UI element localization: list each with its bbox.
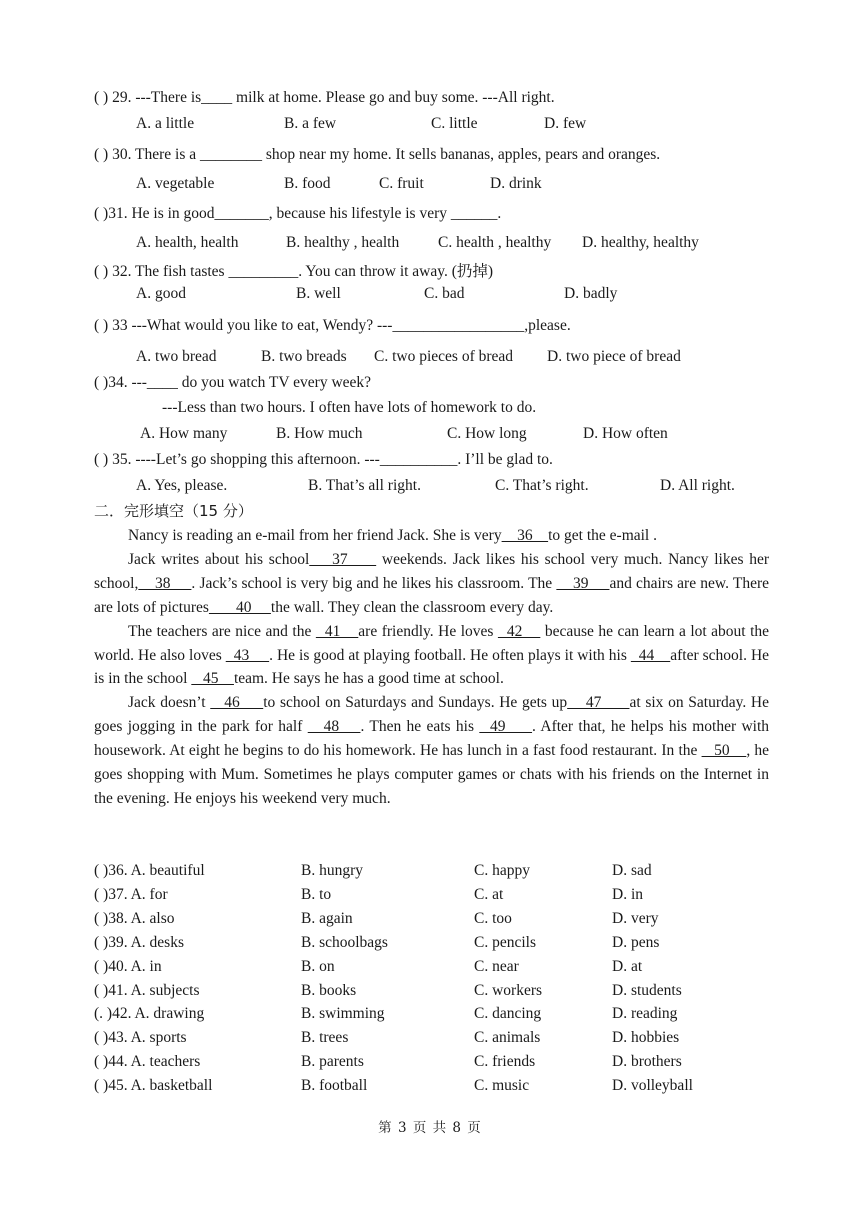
passage-text: . He is good at playing football. He often plays it with his <box>269 646 631 664</box>
answer-option: A. a little <box>136 115 195 132</box>
cloze-question: ( )44. A. teachers <box>94 1053 201 1071</box>
cloze-question: ( )39. A. desks <box>94 933 184 951</box>
cloze-question: ( )40. A. in <box>94 957 162 975</box>
blank-number: 42 <box>497 622 541 640</box>
answer-option: A. two bread <box>136 348 217 365</box>
passage-text: Jack writes about his school <box>128 550 310 568</box>
cloze-option: D. volleyball <box>612 1077 693 1095</box>
answer-option: C. How long <box>447 425 527 442</box>
answer-option: C. fruit <box>379 175 424 192</box>
answer-option: A. good <box>136 285 186 302</box>
cloze-option: D. sad <box>612 862 652 879</box>
blank-number: 46 <box>210 694 264 712</box>
blank-number: 49 <box>479 718 533 736</box>
cloze-option: B. hungry <box>301 862 363 879</box>
cloze-option: B. football <box>301 1077 368 1095</box>
cloze-option: C. at <box>474 885 504 903</box>
passage-text: team. He says he has a good time at school. <box>233 670 504 688</box>
blank-number: 40 <box>208 598 271 616</box>
passage-text: to school on Saturdays and Sundays. He gets up <box>263 694 568 712</box>
answer-option: C. little <box>431 115 478 132</box>
question-stem: ( ) 29. ---There is____ milk at home. Please go and buy some. ---All right. <box>94 89 555 106</box>
cloze-option: D. brothers <box>612 1053 682 1071</box>
answer-option: D. How often <box>583 425 668 442</box>
answer-option: C. bad <box>424 285 465 302</box>
cloze-option: B. on <box>301 957 335 975</box>
cloze-question: ( )45. A. basketball <box>94 1077 213 1095</box>
answer-option: D. few <box>544 115 587 132</box>
answer-option: B. How much <box>276 425 363 442</box>
passage-text: . Then he eats his <box>360 718 480 736</box>
cloze-option: B. to <box>301 885 332 903</box>
answer-option: D. two piece of bread <box>547 348 681 365</box>
passage-paragraph <box>94 691 769 811</box>
answer-option: B. healthy , health <box>286 234 400 251</box>
cloze-option: C. music <box>474 1077 530 1095</box>
cloze-question: (. )42. A. drawing <box>94 1005 205 1023</box>
passage-paragraph <box>94 524 769 548</box>
passage-text: at six on Saturday. He goes jogging in the park for half <box>94 694 770 736</box>
passage-text: are friendly. He loves <box>358 622 498 640</box>
cloze-option: B. swimming <box>301 1005 385 1023</box>
blank-number: 37 <box>309 550 377 568</box>
passage-text: . Jack’s school is very big and he likes his classroom. The <box>191 574 557 592</box>
cloze-option: C. dancing <box>474 1005 542 1023</box>
cloze-question: ( )36. A. beautiful <box>94 862 205 879</box>
page-footer: 第 3 页 共 8 页 <box>378 1120 482 1136</box>
cloze-option: D. hobbies <box>612 1029 680 1047</box>
passage-text: The teachers are nice and the <box>128 622 316 640</box>
cloze-option: C. animals <box>474 1029 541 1047</box>
cloze-option: C. near <box>474 957 519 975</box>
blank-number: 45 <box>191 670 234 688</box>
answer-option: A. vegetable <box>136 175 215 192</box>
answer-option: B. That’s all right. <box>308 477 421 494</box>
answer-option: B. two breads <box>261 348 347 365</box>
cloze-passage <box>94 524 769 811</box>
answer-option: D. healthy, healthy <box>582 234 699 251</box>
cloze-option: D. in <box>612 885 643 903</box>
blank-number: 43 <box>225 646 270 664</box>
answer-option: A. Yes, please. <box>136 477 228 494</box>
answer-option: D. badly <box>564 285 618 302</box>
cloze-option: B. schoolbags <box>301 933 388 951</box>
cloze-question: ( )43. A. sports <box>94 1029 187 1047</box>
answer-option: B. a few <box>284 115 337 132</box>
passage-text: Nancy is reading an e-mail from her friend Jack. She is very <box>128 527 502 544</box>
passage-text: and chairs are new. There are lots of pictures <box>94 574 769 616</box>
blank-number: 41 <box>315 622 359 640</box>
cloze-option: C. workers <box>474 981 543 999</box>
blank-number: 36 <box>501 527 549 544</box>
answer-option: A. health, health <box>136 234 239 251</box>
passage-text: . After that, he helps his mother with housework. At eight he begins to do his homework. He has lunch in a fast food restaurant. In the <box>94 718 770 760</box>
blank-number: 50 <box>701 742 747 760</box>
cloze-question: ( )37. A. for <box>94 885 168 903</box>
answer-option: D. drink <box>490 175 542 192</box>
blank-number: 44 <box>630 646 671 664</box>
passage-text: to get the e-mail . <box>548 527 657 544</box>
answer-option: D. All right. <box>660 477 735 494</box>
cloze-option: C. too <box>474 909 512 927</box>
cloze-option: D. pens <box>612 933 660 951</box>
cloze-option: D. reading <box>612 1005 678 1023</box>
passage-text: after school. He is in the school <box>94 646 770 688</box>
passage-text: , he goes shopping with Mum. Sometimes he plays computer games or chats with his friends on the Internet in the evening. He enjoys his weekend very much. <box>94 742 769 807</box>
cloze-option: D. students <box>612 981 682 999</box>
passage-text: because he can learn a lot about the world. He also loves <box>94 622 770 664</box>
cloze-option: B. parents <box>301 1053 364 1071</box>
passage-text: Jack doesn’t <box>128 694 211 712</box>
answer-option: B. food <box>284 175 331 192</box>
passage-paragraph <box>94 548 769 620</box>
cloze-question: ( )38. A. also <box>94 909 175 927</box>
answer-option: C. That’s right. <box>495 477 589 494</box>
cloze-option: B. books <box>301 981 357 999</box>
answer-option: B. well <box>296 285 341 302</box>
section-title: 二．完形填空（15 分） <box>94 502 253 520</box>
question-stem: ( ) 30. There is a ________ shop near my home. It sells bananas, apples, pears and oranges. <box>94 146 661 163</box>
blank-number: 38 <box>138 574 192 592</box>
cloze-option: B. again <box>301 909 353 927</box>
blank-number: 47 <box>567 694 630 712</box>
cloze-option: C. friends <box>474 1053 536 1071</box>
blank-number: 48 <box>307 718 361 736</box>
cloze-option: C. happy <box>474 862 530 879</box>
question-reply: ---Less than two hours. I often have lots of homework to do. <box>162 399 537 416</box>
cloze-option: D. at <box>612 957 643 975</box>
passage-text: the wall. They clean the classroom every day. <box>270 598 554 616</box>
question-stem: ( ) 35. ----Let’s go shopping this afternoon. ---__________. I’ll be glad to. <box>94 451 553 468</box>
answer-option: C. two pieces of bread <box>374 348 514 365</box>
passage-text: weekends. Jack likes his school very much. Nancy likes her school, <box>94 550 770 592</box>
question-stem: ( )34. ---____ do you watch TV every week? <box>94 374 372 391</box>
question-stem: ( ) 33 ---What would you like to eat, Wendy? ---_________________,please. <box>94 317 571 334</box>
cloze-question: ( )41. A. subjects <box>94 981 200 999</box>
blank-number: 39 <box>556 574 610 592</box>
answer-option: A. How many <box>140 425 228 442</box>
cloze-option: D. very <box>612 909 659 927</box>
cloze-option: C. pencils <box>474 933 536 951</box>
answer-option: C. health , healthy <box>438 234 552 251</box>
cloze-option: B. trees <box>301 1029 349 1047</box>
passage-paragraph <box>94 620 769 692</box>
question-stem: ( )31. He is in good_______, because his lifestyle is very ______. <box>94 205 502 222</box>
question-stem: ( ) 32. The fish tastes _________. You can throw it away. (扔掉) <box>94 263 494 280</box>
